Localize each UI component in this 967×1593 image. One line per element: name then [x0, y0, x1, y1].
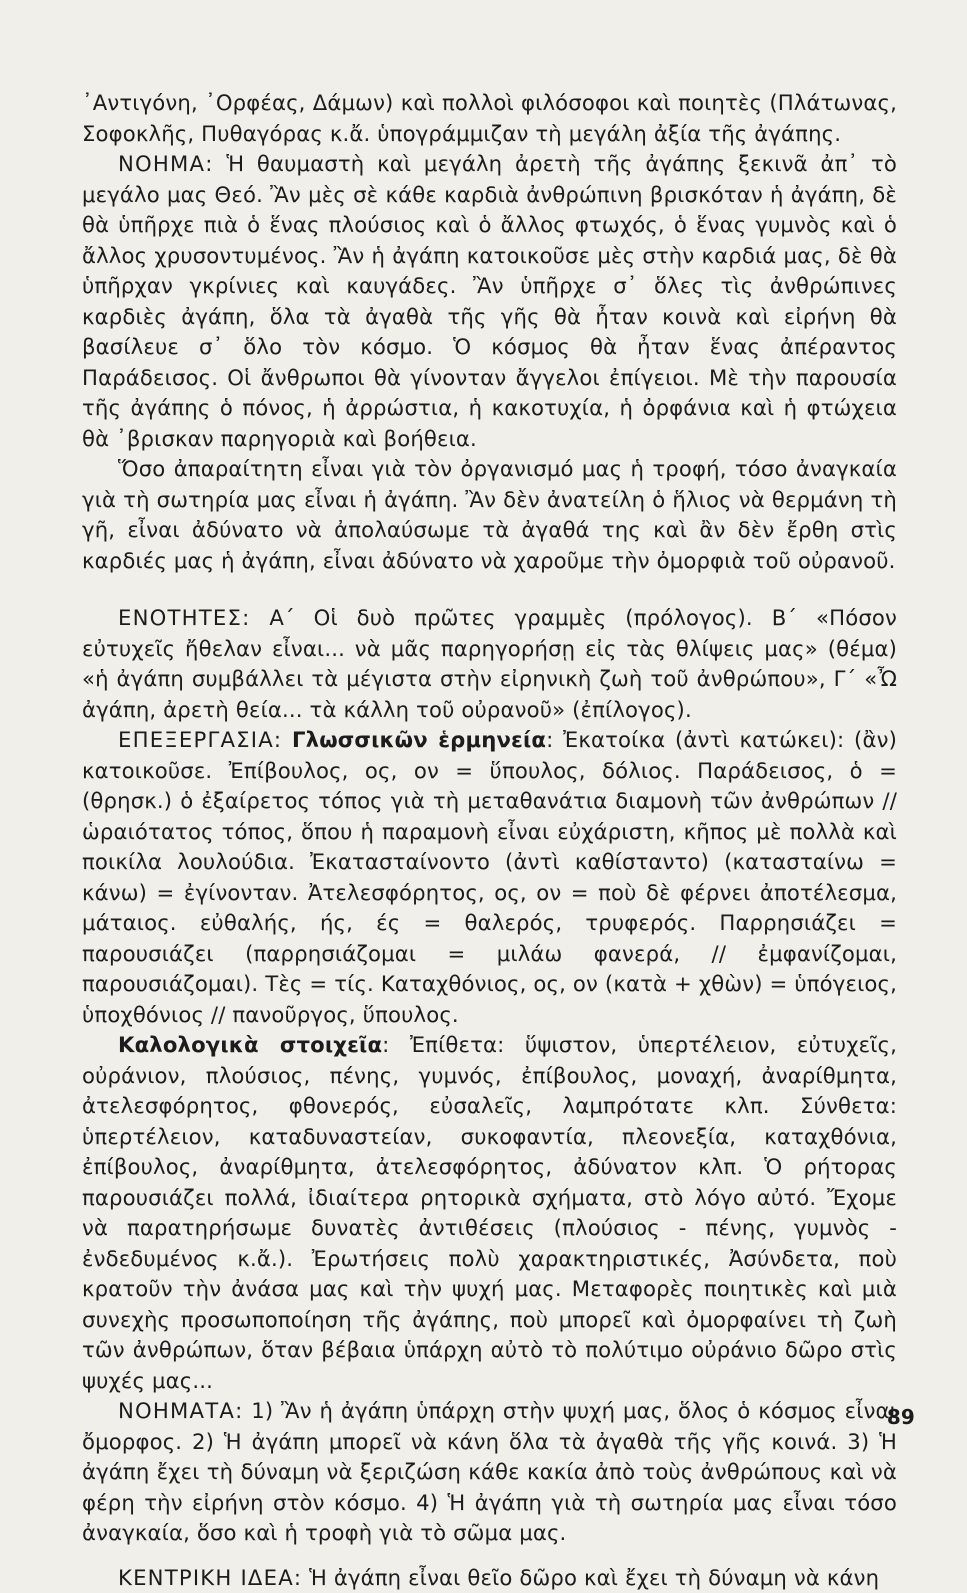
- intro-paragraph: ᾿Αντιγόνη, ᾿Ορφέας, Δάμων) καὶ πολλοὶ φιλόσοφοι καὶ ποιητὲς (Πλάτωνας, Σοφοκλῆς, Πυθαγόρας κ.ἄ. ὑπογράμμιζαν τὴ μεγάλη ἀξία τῆς ἀγάπης.: [82, 88, 897, 149]
- glossikon-ermineia-heading: Γλωσσικῶν ἑρμηνεία: [292, 727, 546, 752]
- kentriki-idea-paragraph: [82, 1563, 897, 1593]
- kentriki-idea-heading: ΚΕΝΤΡΙΚΗ ΙΔΕΑ:: [118, 1565, 302, 1590]
- kentriki-idea-text: Ἡ ἀγάπη εἶναι θεῖο δῶρο καὶ ἔχει τὴ δύναμη νὰ κάνη: [302, 1565, 879, 1590]
- epexergasia-paragraph: [82, 725, 897, 1030]
- noima-text: Ἡ θαυμαστὴ καὶ μεγάλη ἀρετὴ τῆς ἀγάπης ξεκινᾶ ἀπ᾿ τὸ μεγάλο μας Θεό. Ἂν μὲς σὲ κάθε καρδιὰ ἀνθρώπινη βρισκόταν ἡ ἀγάπη, δὲ θὰ ὑπῆρχε πιὰ ὁ ἕνας πλούσιος καὶ ὁ ἄλλος φτωχός, ὁ ἕνας γυμνὸς καὶ ὁ ἄλλος χρυσοντυμένος. Ἂν ἡ ἀγάπη κατοικοῦσε μὲς στὴν καρδιά μας, δὲ θὰ ὑπῆρχαν γκρίνιες καὶ καυγάδες. Ἂν ὑπῆρχε σ᾿ ὅλες τὶς ἀνθρώπινες καρδιὲς ἀγάπη, ὅλα τὰ ἀγαθὰ τῆς γῆς θὰ ἦταν κοινὰ καὶ εἰρήνη θὰ βασίλευε σ᾿ ὅλο τὸν κόσμο. Ὁ κόσμος θὰ ἦταν ἕνας ἀπέραντος Παράδεισος. Οἱ ἄνθρωποι θὰ γίνονταν ἄγγελοι ἐπίγειοι. Μὲ τὴν παρουσία τῆς ἀγάπης ὁ πόνος, ἡ ἀρρώστια, ἡ κακοτυχία, ἡ ὀρφάνια καὶ ἡ φτώχεια θὰ ᾿βρισκαν παρηγοριὰ καὶ βοήθεια.: [82, 151, 897, 451]
- kalologika-paragraph: [82, 1030, 897, 1396]
- kalologika-heading: Καλολογικὰ στοιχεῖα: [118, 1032, 382, 1057]
- enotites-heading: ΕΝΟΤΗΤΕΣ:: [118, 605, 250, 630]
- enotites-text: Α΄ Οἱ δυὸ πρῶτες γραμμὲς (πρόλογος). Β΄ «Πόσον εὐτυχεῖς ἤθελαν εἶναι... νὰ μᾶς παρηγορήσῃ εἰς τὰς θλίψεις μας» (θέμα) «ἡ ἀγάπη συμβάλλει τὰ μέγιστα στὴν εἰρηνικὴ ζωὴ τοῦ ἀνθρώπου», Γ΄ «Ὦ ἀγάπη, ἀρετὴ θεία... τὰ κάλλη τοῦ οὐρανοῦ» (ἐπίλογος).: [82, 605, 897, 722]
- noimata-text: 1) Ἂν ἡ ἀγάπη ὑπάρχη στὴν ψυχή μας, ὅλος ὁ κόσμος εἶναι ὄμορφος. 2) Ἡ ἀγάπη μπορεῖ νὰ κάνη ὅλα τὰ ἀγαθὰ τῆς γῆς κοινά. 3) Ἡ ἀγάπη ἔχει τὴ δύναμη νὰ ξεριζώση κάθε κακία ἀπὸ τοὺς ἀνθρώπους καὶ νὰ φέρη τὴν εἰρήνη στὸν κόσμο. 4) Ἡ ἀγάπη γιὰ τὴ σωτηρία μας εἶναι τόσο ἀναγκαία, ὅσο καὶ ἡ τροφὴ γιὰ τὸ σῶμα μας.: [82, 1398, 897, 1545]
- noimata-heading: ΝΟΗΜΑΤΑ:: [118, 1398, 243, 1423]
- epexergasia-text: : Ἐκατοίκα (ἀντὶ κατώκει): (ἂν) κατοικοῦσε. Ἐπίβουλος, ος, ον = ὕπουλος, δόλιος. Παράδεισος, ὁ = (θρησκ.) ὁ ἐξαίρετος τόπος γιὰ τὴ μεταθανάτια διαμονὴ τῶν ἀνθρώπων // ὡραιότατος τόπος, ὅπου ἡ παραμονὴ εἶναι εὐχάριστη, κῆπος μὲ πολλὰ καὶ ποικίλα λουλούδια. Ἐκατασταίνοντο (ἀντὶ καθίσταντο) (κατασταίνω = κάνω) = ἐγίνονταν. Ἀτελεσφόρητος, ος, ον = ποὺ δὲ φέρνει ἀποτέλεσμα, μάταιος. εὐθαλής, ής, ές = θαλερός, τρυφερός. Παρρησιάζει = παρουσιάζει (παρρησιάζομαι = μιλάω φανερά, // ἐμφανίζομαι, παρουσιάζομαι). Τὲς = τίς. Καταχθόνιος, ος, ον (κατὰ + χθὼν) = ὑπόγειος, ὑποχθόνιος // πανοῦργος, ὕπουλος.: [82, 727, 897, 1027]
- noima-section: [82, 149, 897, 576]
- epexergasia-heading: ΕΠΕΞΕΡΓΑΣΙΑ:: [118, 727, 282, 752]
- noimata-paragraph: [82, 1396, 897, 1549]
- enotites-paragraph: [82, 603, 897, 725]
- noima-heading: ΝΟΗΜΑ:: [118, 151, 214, 176]
- noima-paragraph-2: Ὅσο ἀπαραίτητη εἶναι γιὰ τὸν ὀργανισμό μας ἡ τροφή, τόσο ἀναγκαία γιὰ τὴ σωτηρία μας εἶναι ἡ ἀγάπη. Ἂν δὲν ἀνατείλη ὁ ἥλιος νὰ θερμάνη τὴ γῆ, εἶναι ἀδύνατο νὰ ἀπολαύσωμε τὰ ἀγαθά της καὶ ἂν δὲν ἔρθη στὶς καρδιές μας ἡ ἀγάπη, εἶναι ἀδύνατο νὰ χαροῦμε τὴν ὀμορφιὰ τοῦ οὐρανοῦ.: [82, 454, 897, 576]
- kalologika-text: : Ἐπίθετα: ὕψιστον, ὑπερτέλειον, εὐτυχεῖς, οὐράνιον, πλούσιος, πένης, γυμνός, ἐπίβουλος, μοναχή, ἀναρίθμητα, ἀτελεσφόρητος, φθονερός, εὐσαλεῖς, λαμπρότατε κλπ. Σύνθετα: ὑπερτέλειον, καταδυναστείαν, συκοφαντία, πλεονεξία, καταχθόνια, ἐπίβουλος, ἀναρίθμητα, ἀτελεσφόρητος, ἀδύνατον κλπ. Ὁ ρήτορας παρουσιάζει πολλά, ἰδιαίτερα ρητορικὰ σχήματα, στὸ λόγο αὐτό. Ἔχομε νὰ παρατηρήσωμε δυνατὲς ἀντιθέσεις (πλούσιος - πένης, γυμνὸς - ἐνδεδυμένος κ.ἄ.). Ἐρωτήσεις πολὺ χαρακτηριστικές, Ἀσύνδετα, ποὺ κρατοῦν τὴν ἀνάσα μας καὶ τὴν ψυχή μας. Μεταφορὲς ποιητικὲς καὶ μιὰ συνεχὴς προσωποποίηση τῆς ἀγάπης, ποὺ μπορεῖ καὶ ὀμορφαίνει τὴ ζωὴ τῶν ἀνθρώπων, ὅταν βέβαια ὑπάρχη αὐτὸ τὸ πολύτιμο οὐράνιο δῶρο στὶς ψυχές μας...: [82, 1032, 897, 1393]
- page-number: 89: [887, 1402, 915, 1433]
- noima-paragraph: [82, 149, 897, 454]
